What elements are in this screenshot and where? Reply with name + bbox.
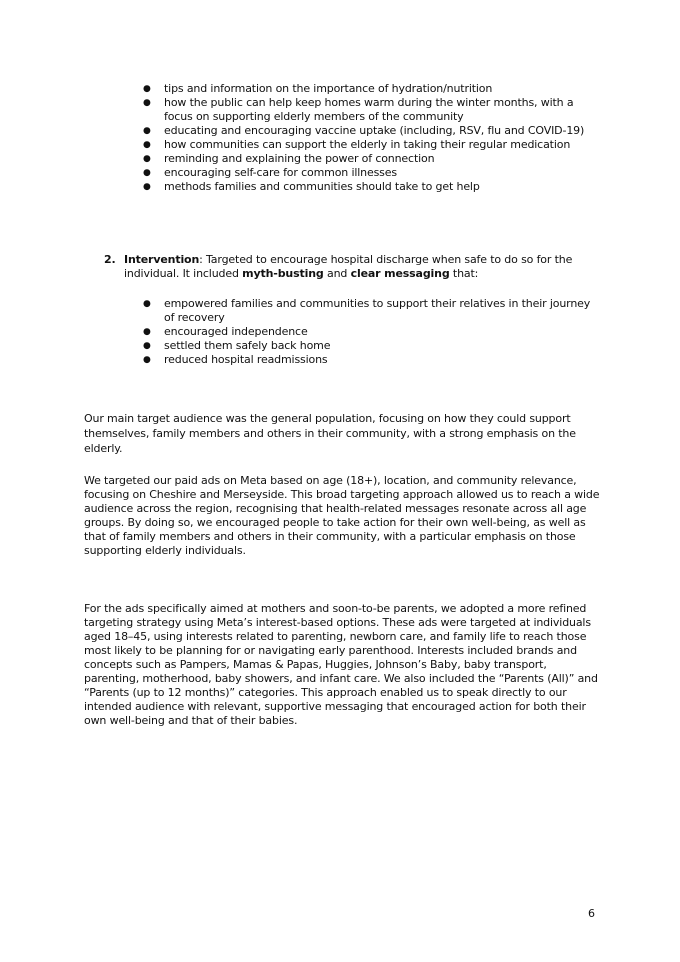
list-item-text: encouraged independence	[164, 325, 308, 338]
numbered-item-intervention	[104, 253, 604, 281]
bold-phrase: clear messaging	[350, 267, 450, 280]
numbered-item-body	[124, 253, 604, 281]
bullet-icon: ●	[143, 140, 151, 150]
list-item	[142, 96, 602, 124]
list-item	[142, 124, 602, 138]
page-number: 6	[588, 907, 595, 920]
item-heading: Intervention	[124, 253, 200, 266]
list-item-text: tips and information on the importance of hydration/nutrition	[164, 82, 493, 95]
list-item	[142, 138, 602, 152]
list-number: 2.	[104, 253, 116, 266]
list-item	[142, 152, 602, 166]
bullet-icon: ●	[143, 84, 151, 94]
item-text: : Targeted to encourage hospital discharge when safe to do so for the individual. It included	[124, 253, 573, 280]
bullet-list-campaign-topics	[142, 82, 602, 194]
bullet-icon: ●	[143, 182, 151, 192]
list-item	[142, 297, 602, 325]
list-item	[142, 180, 602, 194]
bullet-icon: ●	[143, 126, 151, 136]
bullet-icon: ●	[143, 154, 151, 164]
list-item-text: empowered families and communities to support their relatives in their journey of recovery	[164, 297, 591, 324]
bullet-icon: ●	[143, 98, 151, 108]
bullet-icon: ●	[143, 327, 151, 337]
list-item-text: how the public can help keep homes warm during the winter months, with a focus on supporting elderly members of the community	[164, 96, 574, 123]
item-text: that:	[449, 267, 479, 280]
bullet-icon: ●	[143, 299, 151, 309]
bullet-list-intervention-outcomes	[142, 297, 602, 367]
list-item-text: reduced hospital readmissions	[164, 353, 328, 366]
list-item	[142, 353, 602, 367]
list-item-text: educating and encouraging vaccine uptake (including, RSV, flu and COVID-19)	[164, 124, 585, 137]
list-item	[142, 166, 602, 180]
list-item-text: methods families and communities should take to get help	[164, 180, 480, 193]
list-item-text: how communities can support the elderly in taking their regular medication	[164, 138, 571, 151]
list-item	[142, 325, 602, 339]
list-item-text: reminding and explaining the power of connection	[164, 152, 435, 165]
bullet-icon: ●	[143, 355, 151, 365]
bullet-icon: ●	[143, 168, 151, 178]
paragraph-target-audience: Our main target audience was the general population, focusing on how they could support themselves, family members and others in their community, with a strong emphasis on the elderly.	[84, 412, 576, 455]
paragraph-meta-targeting: We targeted our paid ads on Meta based on age (18+), location, and community relevance, focusing on Cheshire and Merseyside. This broad targeting approach allowed us to reach a wide audience across the region, recognising that health-related messages resonate across all age groups. By doing so, we encouraged people to take action for their own well-being, as well as that of family members and others in their community, with a particular emphasis on those supporting elderly individuals.	[84, 474, 600, 557]
bold-phrase: myth-busting	[242, 267, 324, 280]
list-item	[142, 82, 602, 96]
bullet-icon: ●	[143, 341, 151, 351]
item-text: and	[323, 267, 351, 280]
list-item-text: settled them safely back home	[164, 339, 331, 352]
list-item-text: encouraging self-care for common illnesses	[164, 166, 397, 179]
paragraph-parents-targeting: For the ads specifically aimed at mothers and soon-to-be parents, we adopted a more refined targeting strategy using Meta’s interest-based options. These ads were targeted at individuals aged 18–45, using interests related to parenting, newborn care, and family life to reach those most likely to be planning for or navigating early parenthood. Interests included brands and concepts such as Pampers, Mamas & Papas, Huggies, Johnson’s Baby, baby transport, parenting, motherhood, baby showers, and infant care. We also included the “Parents (All)” and “Parents (up to 12 months)” categories. This approach enabled us to speak directly to our intended audience with relevant, supportive messaging that encouraged action for both their own well-being and that of their babies.	[84, 602, 598, 727]
list-item	[142, 339, 602, 353]
